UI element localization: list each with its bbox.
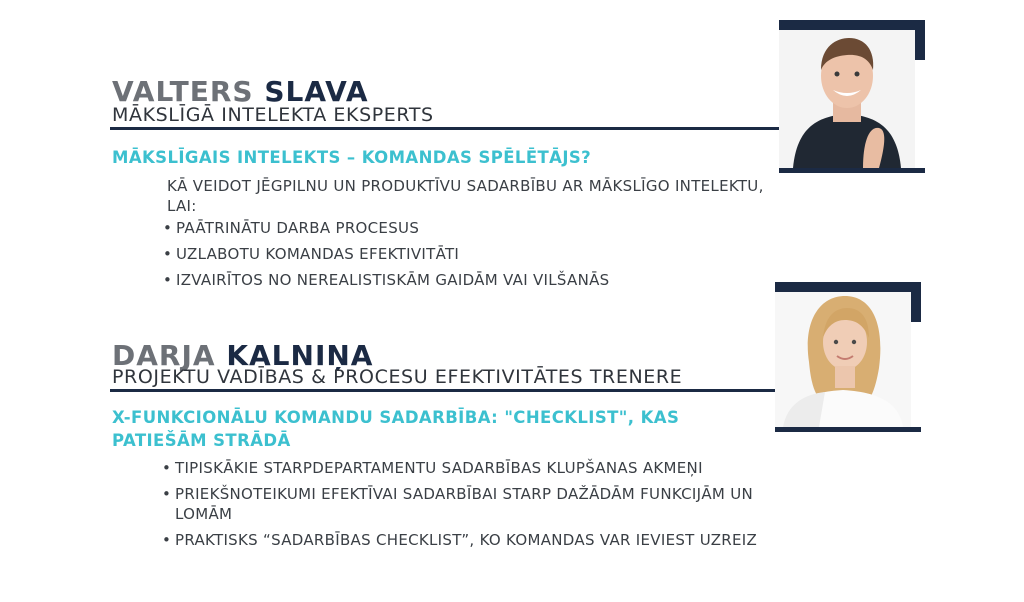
speaker-card-valters: [0, 0, 1024, 300]
speaker-first-name: DARJA: [112, 339, 216, 372]
list-item: • PAĀTRINĀTU DARBA PROCESUS: [163, 219, 420, 237]
portrait-male-icon: [779, 30, 915, 168]
bullet-icon: •: [163, 245, 173, 263]
speaker-card-darja: [0, 262, 1024, 602]
speaker-role: PROJEKTU VADĪBAS & PROCESU EFEKTIVITĀTES TRENERE: [112, 366, 683, 388]
section-divider: [110, 389, 780, 392]
talk-intro: KĀ VEIDOT JĒGPILNU UN PRODUKTĪVU SADARBĪBU AR MĀKSLĪGO INTELEKTU, LAI:: [167, 177, 764, 215]
speaker-last-name: KALNIŅA: [226, 339, 374, 372]
bullet-icon: •: [162, 459, 172, 477]
speaker-role: MĀKSLĪGĀ INTELEKTA EKSPERTS: [112, 104, 434, 126]
talk-title: MĀKSLĪGAIS INTELEKTS – KOMANDAS SPĒLĒTĀJS?: [112, 148, 592, 167]
list-item: • PRIEKŠNOTEIKUMI EFEKTĪVAI SADARBĪBAI STARP DAŽĀDĀM FUNKCIJĀM UN LOMĀM: [162, 485, 754, 523]
frame-corner-top: [775, 282, 921, 292]
list-item: • UZLABOTU KOMANDAS EFEKTIVITĀTI: [163, 245, 460, 263]
bullet-icon: •: [162, 485, 172, 503]
list-item: • IZVAIRĪTOS NO NEREALISTISKĀM GAIDĀM VAI VILŠANĀS: [163, 271, 610, 289]
list-item: • PRAKTISKS “SADARBĪBAS CHECKLIST”, KO KOMANDAS VAR IEVIEST UZREIZ: [162, 531, 758, 549]
bullet-icon: •: [163, 271, 173, 289]
frame-corner-bottom: [775, 427, 921, 432]
speaker-name: [112, 75, 369, 108]
speaker-last-name: SLAVA: [264, 75, 369, 108]
speaker-first-name: VALTERS: [112, 75, 254, 108]
list-item: • TIPISKĀKIE STARPDEPARTAMENTU SADARBĪBAS KLUPŠANAS AKMEŅI: [162, 459, 703, 477]
bullet-icon: •: [162, 531, 172, 549]
speaker-photo-frame: [775, 282, 921, 432]
frame-corner-top: [779, 20, 925, 30]
speaker-photo-frame: [779, 20, 925, 173]
portrait-female-icon: [775, 292, 911, 427]
frame-corner-right: [915, 20, 925, 60]
frame-corner-right: [911, 282, 921, 322]
talk-bullet-list: [162, 458, 762, 556]
talk-title: X-FUNKCIONĀLU KOMANDU SADARBĪBA: "CHECKLIST", KAS PATIEŠĀM STRĀDĀ: [112, 408, 680, 450]
bullet-icon: •: [163, 219, 173, 237]
section-divider: [110, 127, 782, 130]
frame-corner-bottom: [779, 168, 925, 173]
